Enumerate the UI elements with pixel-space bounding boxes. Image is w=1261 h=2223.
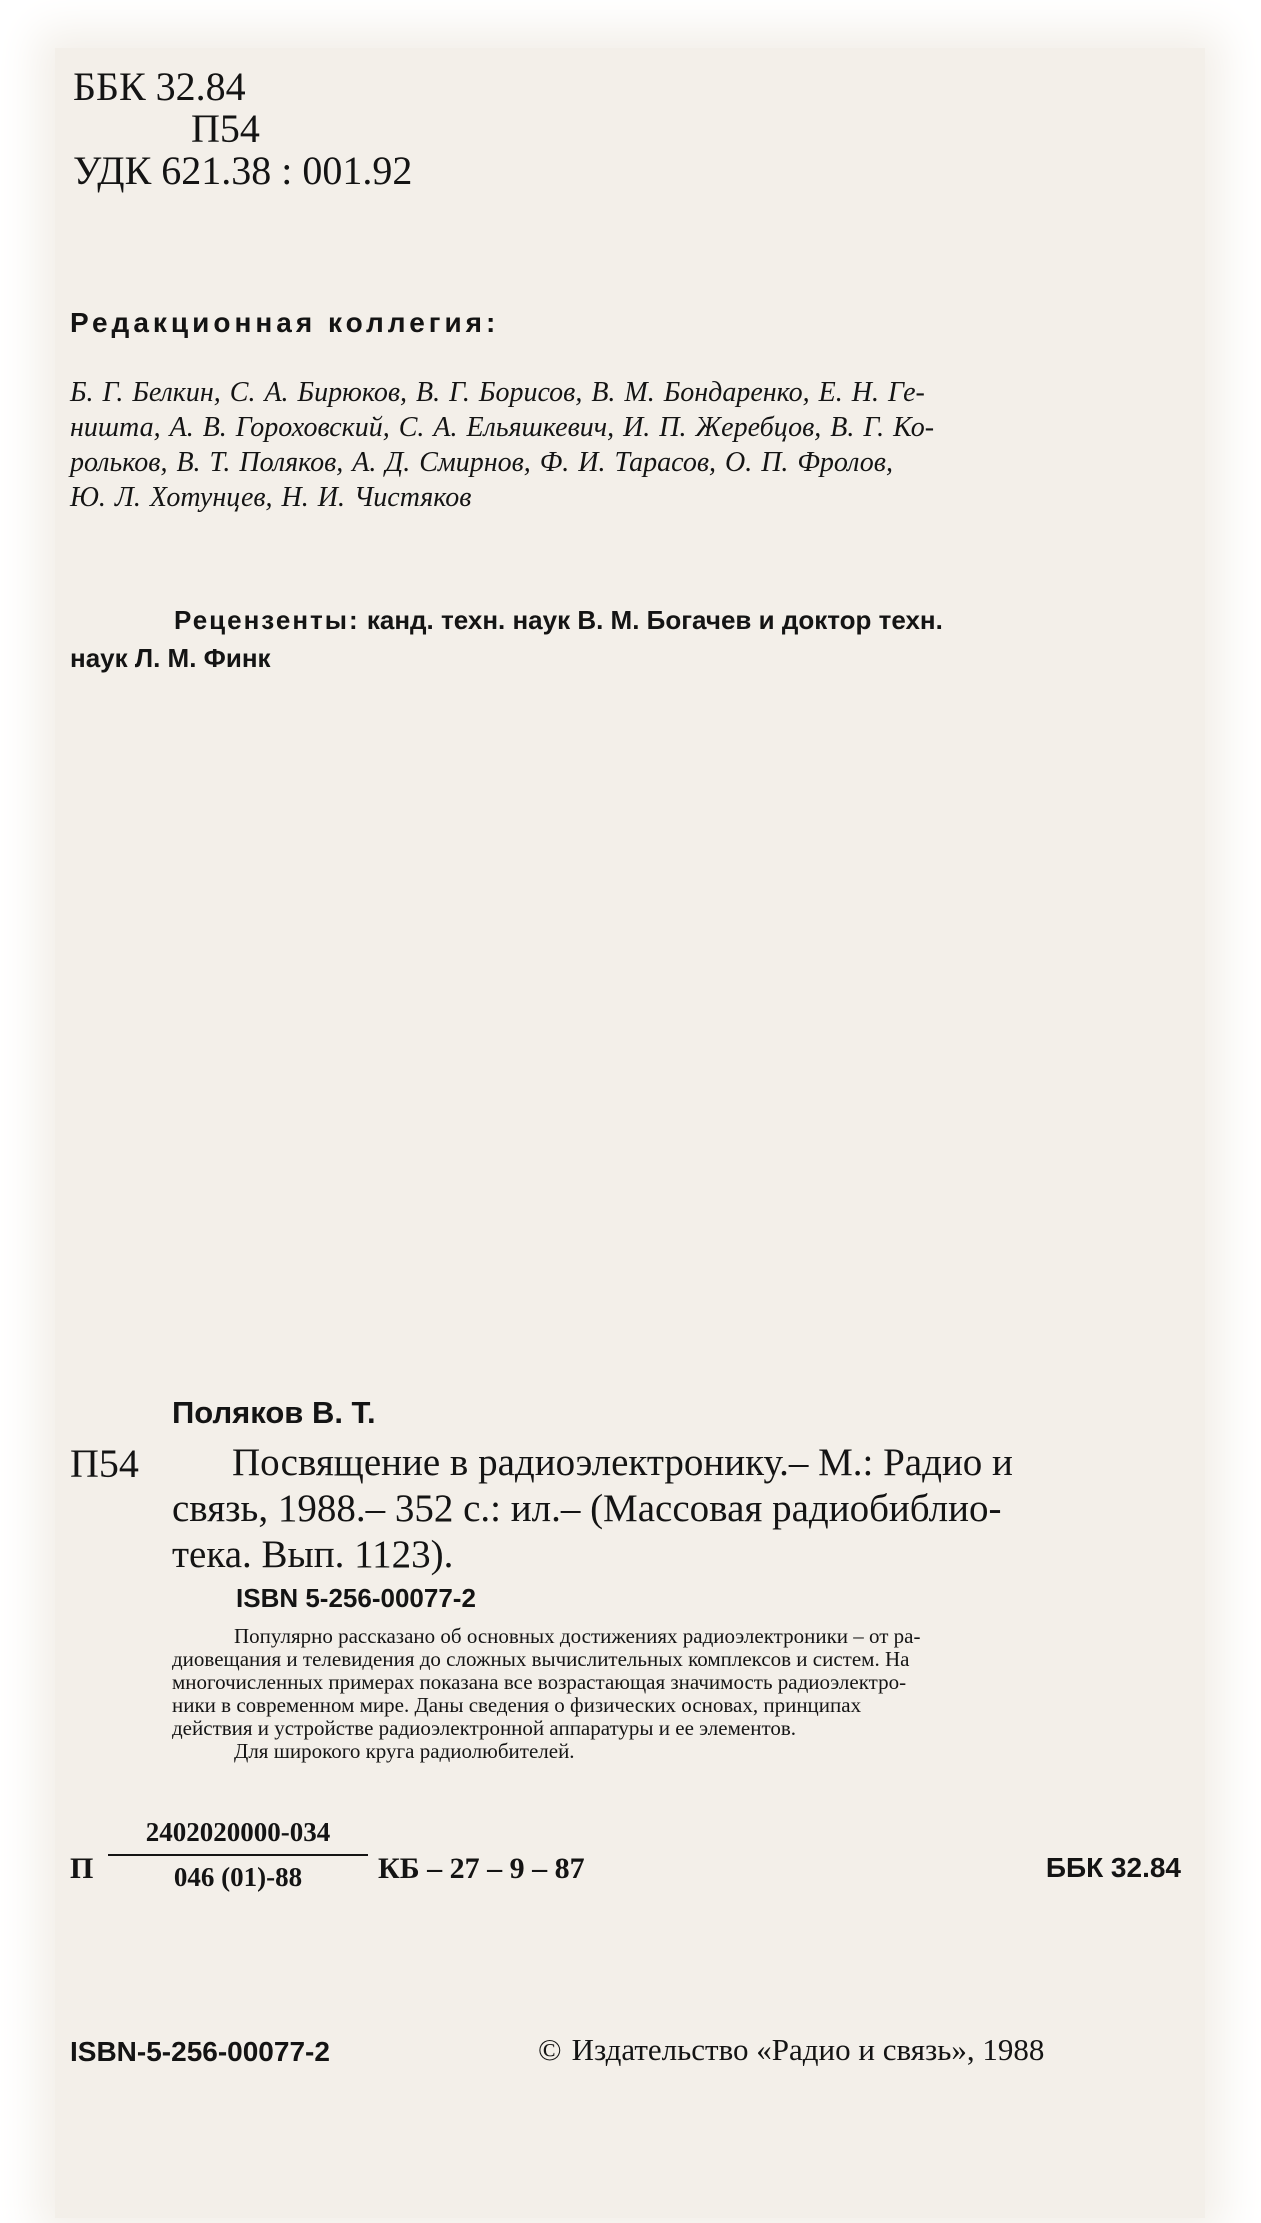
- reviewers-line1: канд. техн. наук В. М. Богачев и доктор техн.: [359, 605, 943, 635]
- description-line: Посвящение в радиоэлектронику.– М.: Радио и: [232, 1441, 1013, 1484]
- reviewers-line2: наук Л. М. Финк: [70, 643, 271, 673]
- footer-isbn: ISBN-5-256-00077-2: [70, 2036, 330, 2067]
- card-author: Поляков В. Т.: [172, 1395, 376, 1430]
- copyright-notice: [538, 2032, 1044, 2068]
- annotation-line: Популярно рассказано об основных достижениях радиоэлектроники – от ра-: [234, 1624, 921, 1648]
- annotation-line: действия и устройстве радиоэлектронной аппаратуры и ее элементов.: [172, 1716, 797, 1740]
- copyright-text: Издательство «Радио и связь», 1988: [571, 2032, 1045, 2067]
- card-annotation: [172, 1625, 1184, 1763]
- author-mark: П54: [191, 106, 260, 151]
- board-line: ништа, А. В. Гороховский, С. А. Ельяшкевич, И. П. Жеребцов, В. Г. Ко-: [70, 412, 935, 443]
- card-isbn: ISBN 5-256-00077-2: [236, 1583, 476, 1613]
- classification-header: [73, 66, 412, 192]
- copyright-icon: ©: [538, 2032, 562, 2067]
- bbk-code: ББК 32.84: [73, 64, 246, 109]
- annotation-line: ники в современном мире. Даны сведения о физических основах, принципах: [172, 1693, 862, 1717]
- annotation-line: многочисленных примерах показана все возрастающая значимость радиоэлектро-: [172, 1670, 907, 1694]
- board-line: рольков, В. Т. Поляков, А. Д. Смирнов, Ф. И. Тарасов, О. П. Фролов,: [70, 447, 893, 478]
- reviewers: [70, 601, 1180, 677]
- reviewers-label: Рецензенты:: [174, 605, 360, 635]
- index-denominator: 046 (01)-88: [173, 1862, 303, 1892]
- card-code: П54: [70, 1441, 139, 1486]
- editorial-board-members: [70, 375, 1180, 515]
- udc-code: УДК 621.38 : 001.92: [73, 148, 413, 193]
- editorial-board-title: Редакционная коллегия:: [70, 307, 500, 338]
- board-line: Ю. Л. Хотунцев, Н. И. Чистяков: [70, 482, 472, 513]
- card-description: [172, 1440, 1184, 1578]
- description-line: тека. Вып. 1123).: [172, 1533, 454, 1576]
- index-fraction: [108, 1817, 368, 1893]
- board-line: Б. Г. Белкин, С. А. Бирюков, В. Г. Борисов, В. М. Бондаренко, Е. Н. Ге-: [70, 377, 925, 408]
- index-letter: П: [70, 1852, 94, 1885]
- bbk-bottom: ББК 32.84: [1045, 1852, 1181, 1883]
- annotation-audience: Для широкого круга радиолюбителей.: [234, 1739, 575, 1763]
- index-numerator: 2402020000-034: [108, 1817, 368, 1856]
- annotation-line: диовещания и телевидения до сложных вычислительных комплексов и систем. На: [172, 1647, 910, 1671]
- kb-code: КБ – 27 – 9 – 87: [378, 1852, 585, 1885]
- description-line: связь, 1988.– 352 с.: ил.– (Массовая радиобиблио-: [172, 1487, 1002, 1530]
